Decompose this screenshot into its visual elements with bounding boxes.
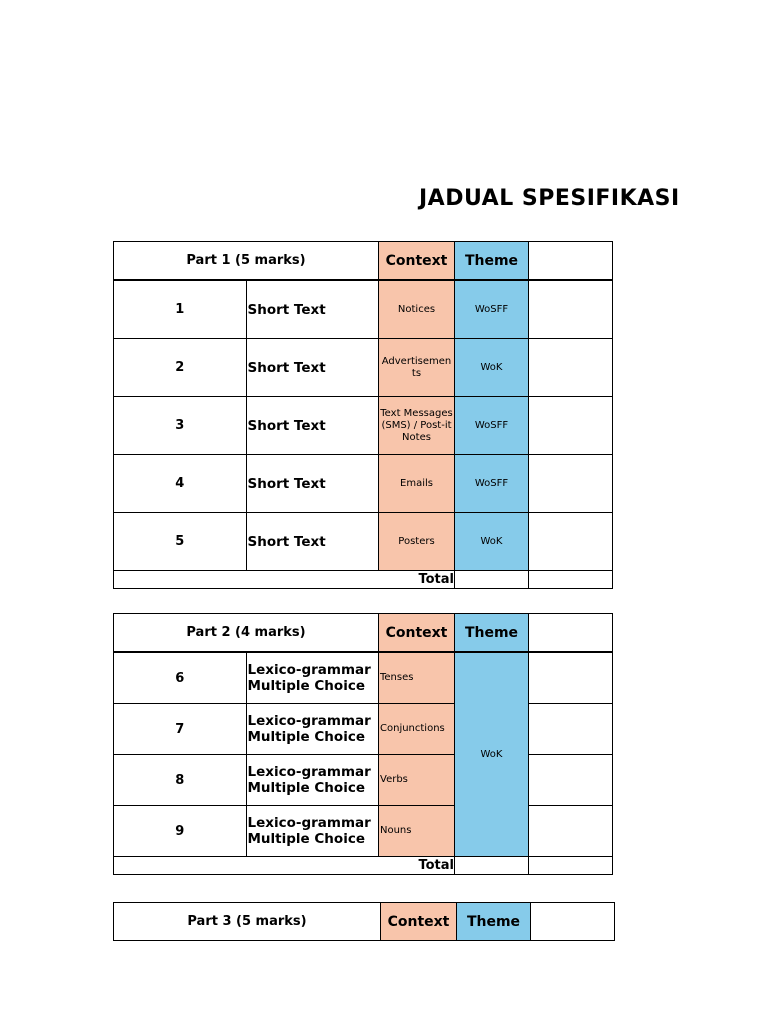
item-context: Posters bbox=[379, 513, 455, 571]
context-header: Context bbox=[379, 242, 455, 281]
item-type: Short Text bbox=[246, 397, 379, 455]
item-theme: WoK bbox=[455, 513, 529, 571]
item-type: Lexico-grammar Multiple Choice bbox=[246, 704, 379, 755]
theme-header: Theme bbox=[457, 903, 531, 941]
item-theme: WoSFF bbox=[455, 280, 529, 339]
item-type: Lexico-grammar Multiple Choice bbox=[246, 806, 379, 857]
part-1-header: Part 1 (5 marks) bbox=[114, 242, 379, 281]
item-context: Tenses bbox=[379, 652, 455, 704]
item-number: 5 bbox=[114, 513, 247, 571]
item-number: 2 bbox=[114, 339, 247, 397]
table-row bbox=[114, 806, 613, 857]
item-theme: WoK bbox=[455, 339, 529, 397]
part-1-table bbox=[113, 241, 530, 589]
part-2-header-row bbox=[114, 614, 613, 653]
theme-header: Theme bbox=[455, 242, 529, 281]
table-row bbox=[114, 339, 613, 397]
page-title: JADUAL SPESIFIKASI bbox=[419, 186, 680, 211]
item-number: 4 bbox=[114, 455, 247, 513]
item-number: 6 bbox=[114, 652, 247, 704]
item-type: Short Text bbox=[246, 513, 379, 571]
item-context: Text Messages (SMS) / Post-it Notes bbox=[379, 397, 455, 455]
total-label: Total bbox=[114, 571, 455, 589]
item-number: 8 bbox=[114, 755, 247, 806]
item-number: 9 bbox=[114, 806, 247, 857]
item-type: Short Text bbox=[246, 455, 379, 513]
item-type: Lexico-grammar Multiple Choice bbox=[246, 652, 379, 704]
item-theme: WoK bbox=[455, 652, 529, 857]
item-context: Verbs bbox=[379, 755, 455, 806]
item-type: Lexico-grammar Multiple Choice bbox=[246, 755, 379, 806]
item-theme: WoSFF bbox=[455, 455, 529, 513]
table-row bbox=[114, 397, 613, 455]
item-number: 1 bbox=[114, 280, 247, 339]
part-3-header: Part 3 (5 marks) bbox=[114, 903, 381, 941]
item-type: Short Text bbox=[246, 280, 379, 339]
part-2-table bbox=[113, 613, 530, 875]
item-context: Notices bbox=[379, 280, 455, 339]
part-2-header: Part 2 (4 marks) bbox=[114, 614, 379, 653]
theme-header: Theme bbox=[455, 614, 529, 653]
total-label: Total bbox=[114, 857, 455, 875]
part-3-table bbox=[113, 902, 530, 941]
context-header: Context bbox=[381, 903, 457, 941]
table-row bbox=[114, 280, 613, 339]
table-row bbox=[114, 755, 613, 806]
item-context: Emails bbox=[379, 455, 455, 513]
table-row bbox=[114, 513, 613, 571]
part-3-header-row bbox=[114, 903, 615, 941]
table-row bbox=[114, 652, 613, 704]
item-context: Advertisemen ts bbox=[379, 339, 455, 397]
total-row bbox=[114, 857, 613, 875]
context-header: Context bbox=[379, 614, 455, 653]
part-1-header-row bbox=[114, 242, 613, 281]
item-type: Short Text bbox=[246, 339, 379, 397]
item-context: Conjunctions bbox=[379, 704, 455, 755]
table-row bbox=[114, 455, 613, 513]
item-number: 7 bbox=[114, 704, 247, 755]
item-context: Nouns bbox=[379, 806, 455, 857]
table-row bbox=[114, 704, 613, 755]
item-number: 3 bbox=[114, 397, 247, 455]
total-row bbox=[114, 571, 613, 589]
item-theme: WoSFF bbox=[455, 397, 529, 455]
